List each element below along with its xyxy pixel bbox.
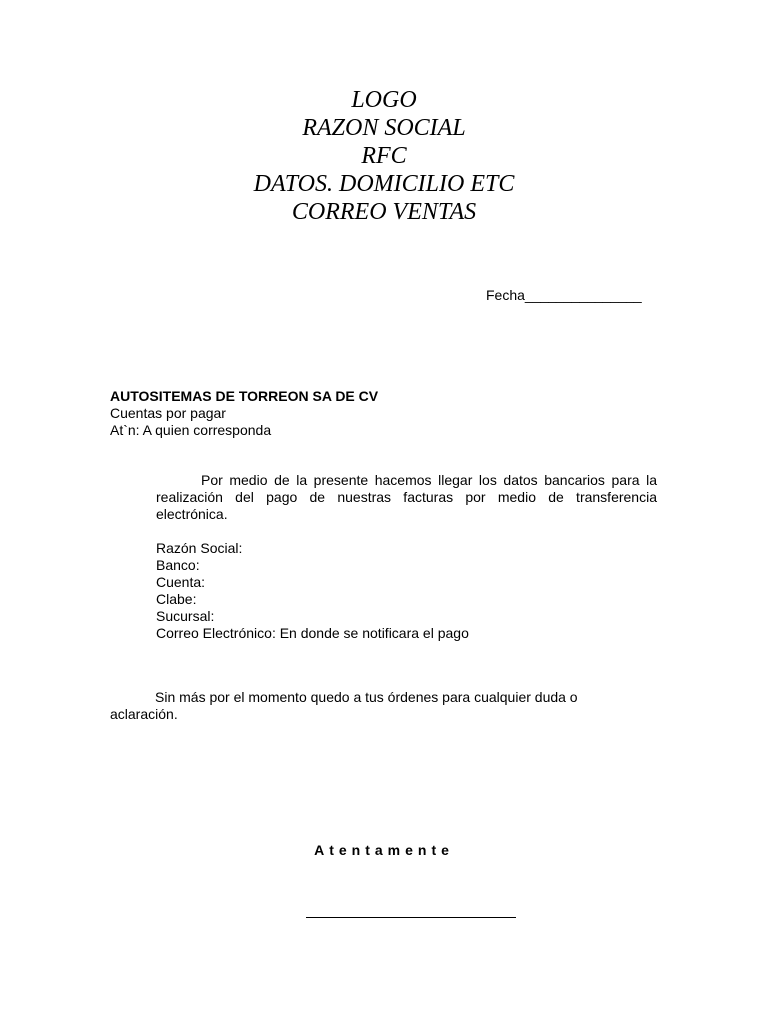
recipient-department: Cuentas por pagar bbox=[110, 405, 226, 421]
field-cuenta: Cuenta: bbox=[156, 574, 206, 590]
signature-line bbox=[306, 917, 516, 918]
recipient-attention: At`n: A quien corresponda bbox=[110, 422, 272, 438]
letterhead-logo: LOGO bbox=[351, 87, 417, 113]
letterhead-sales-email: CORREO VENTAS bbox=[291, 199, 477, 225]
letterhead-razon-social: RAZON SOCIAL bbox=[302, 115, 466, 141]
field-banco: Banco: bbox=[156, 557, 200, 573]
recipient-company: AUTOSITEMAS DE TORREON SA DE CV bbox=[110, 388, 379, 404]
letterhead bbox=[0, 86, 768, 226]
signoff: Atentamente bbox=[314, 842, 454, 858]
field-sucursal: Sucursal: bbox=[156, 608, 215, 624]
date-line: Fecha_______________ bbox=[486, 287, 642, 303]
letterhead-rfc: RFC bbox=[361, 143, 407, 169]
recipient-block bbox=[110, 388, 378, 439]
field-correo: Correo Electrónico: En donde se notificara el pago bbox=[156, 625, 469, 641]
letterhead-address: DATOS. DOMICILIO ETC bbox=[253, 171, 515, 197]
closing-paragraph: Sin más por el momento quedo a tus órdenes para cualquier duda o aclaración. bbox=[110, 689, 578, 722]
body-paragraph: Por medio de la presente hacemos llegar los datos bancarios para la realización del pago de nuestras facturas por medio de transferencia electrónica. bbox=[156, 472, 657, 522]
field-razon-social: Razón Social: bbox=[156, 540, 243, 556]
bank-details bbox=[156, 540, 469, 642]
field-clabe: Clabe: bbox=[156, 591, 197, 607]
